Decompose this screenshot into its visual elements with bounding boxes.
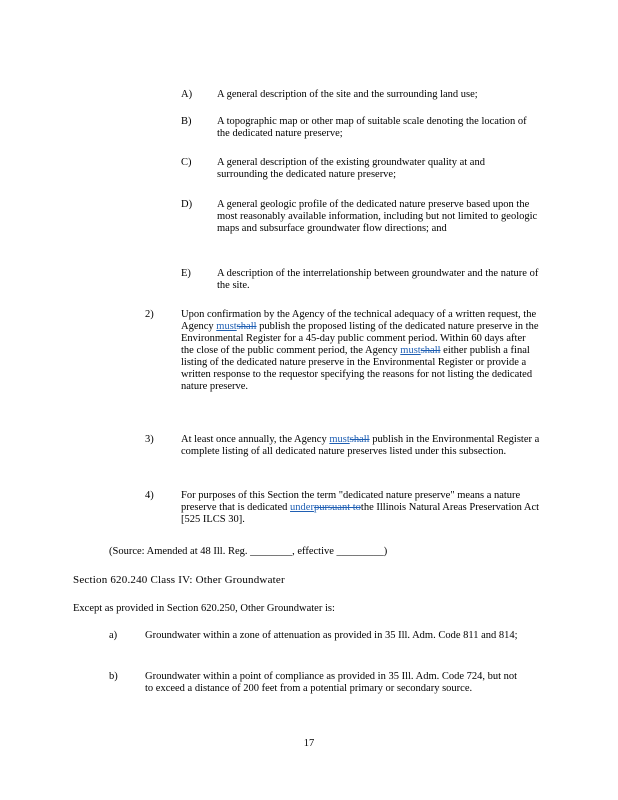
inserted-text: must xyxy=(329,434,350,445)
item-text: Groundwater within a point of compliance as provided in 35 Ill. Adm. Code 724, but not to exceed a distance of 200 feet from a potential primary or secondary source. xyxy=(145,671,518,694)
item-text: A description of the interrelationship between groundwater and the nature of the site. xyxy=(217,268,539,291)
item-label: 2) xyxy=(145,309,154,320)
deleted-text: pursuant to xyxy=(313,502,361,513)
deleted-text: shall xyxy=(420,345,441,356)
text-run: At least once annually, the Agency xyxy=(181,434,330,445)
text-run: either publish a final listing of the dedicated nature preserve in the Environmental Register or provide a written response to the requestor specifying the reasons for not listing the dedicated nature preserve. xyxy=(181,345,533,392)
inserted-text: must xyxy=(400,345,421,356)
text-run: publish the proposed listing of the dedicated nature preserve in the Environmental Register for a 45-day public comment period. Within 60 days after the close of the public comment period, the Agency xyxy=(181,321,539,356)
item-text: A topographic map or other map of suitable scale denoting the location of the dedicated nature preserve; xyxy=(217,116,527,139)
item-text xyxy=(181,490,546,526)
item-text: A general geologic profile of the dedicated nature preserve based upon the most reasonably available information, including but not limited to geologic maps and subsurface groundwater flow directions; and xyxy=(217,199,538,234)
text-run: For purposes of this Section the term "dedicated nature preserve" means a nature preserve that is dedicated xyxy=(181,490,521,513)
item-text: Groundwater within a zone of attenuation as provided in 35 Ill. Adm. Code 811 and 814; xyxy=(145,630,518,641)
text-run: Upon confirmation by the Agency of the technical adequacy of a written request, the Agency xyxy=(181,309,537,332)
page-number: 17 xyxy=(303,738,315,749)
item-label: 3) xyxy=(145,434,154,445)
item-text: A general description of the site and the surrounding land use; xyxy=(217,89,478,100)
deleted-text: shall xyxy=(349,434,370,445)
intro-text: Except as provided in Section 620.250, Other Groundwater is: xyxy=(73,603,335,614)
inserted-text: must xyxy=(216,321,237,332)
item-label: E) xyxy=(181,268,191,279)
item-text: A general description of the existing groundwater quality at and surrounding the dedicated nature preserve; xyxy=(217,157,485,180)
item-text xyxy=(181,434,547,458)
item-label: D) xyxy=(181,199,193,210)
item-label: B) xyxy=(181,116,192,127)
item-label: a) xyxy=(109,630,118,641)
section-heading: Section 620.240 Class IV: Other Groundwater xyxy=(73,574,285,586)
item-label: A) xyxy=(181,89,193,100)
item-label: b) xyxy=(109,671,118,682)
item-label: 4) xyxy=(145,490,154,501)
source-note: (Source: Amended at 48 Ill. Reg. ________, effective _________) xyxy=(109,546,388,557)
text-run: the Illinois Natural Areas Preservation Act [525 ILCS 30]. xyxy=(181,502,540,525)
item-label: C) xyxy=(181,157,192,168)
inserted-text: under xyxy=(290,502,314,513)
deleted-text: shall xyxy=(236,321,257,332)
text-run: publish in the Environmental Register a complete listing of all dedicated nature preserves listed under this subsection. xyxy=(181,434,540,457)
item-text xyxy=(181,309,541,393)
